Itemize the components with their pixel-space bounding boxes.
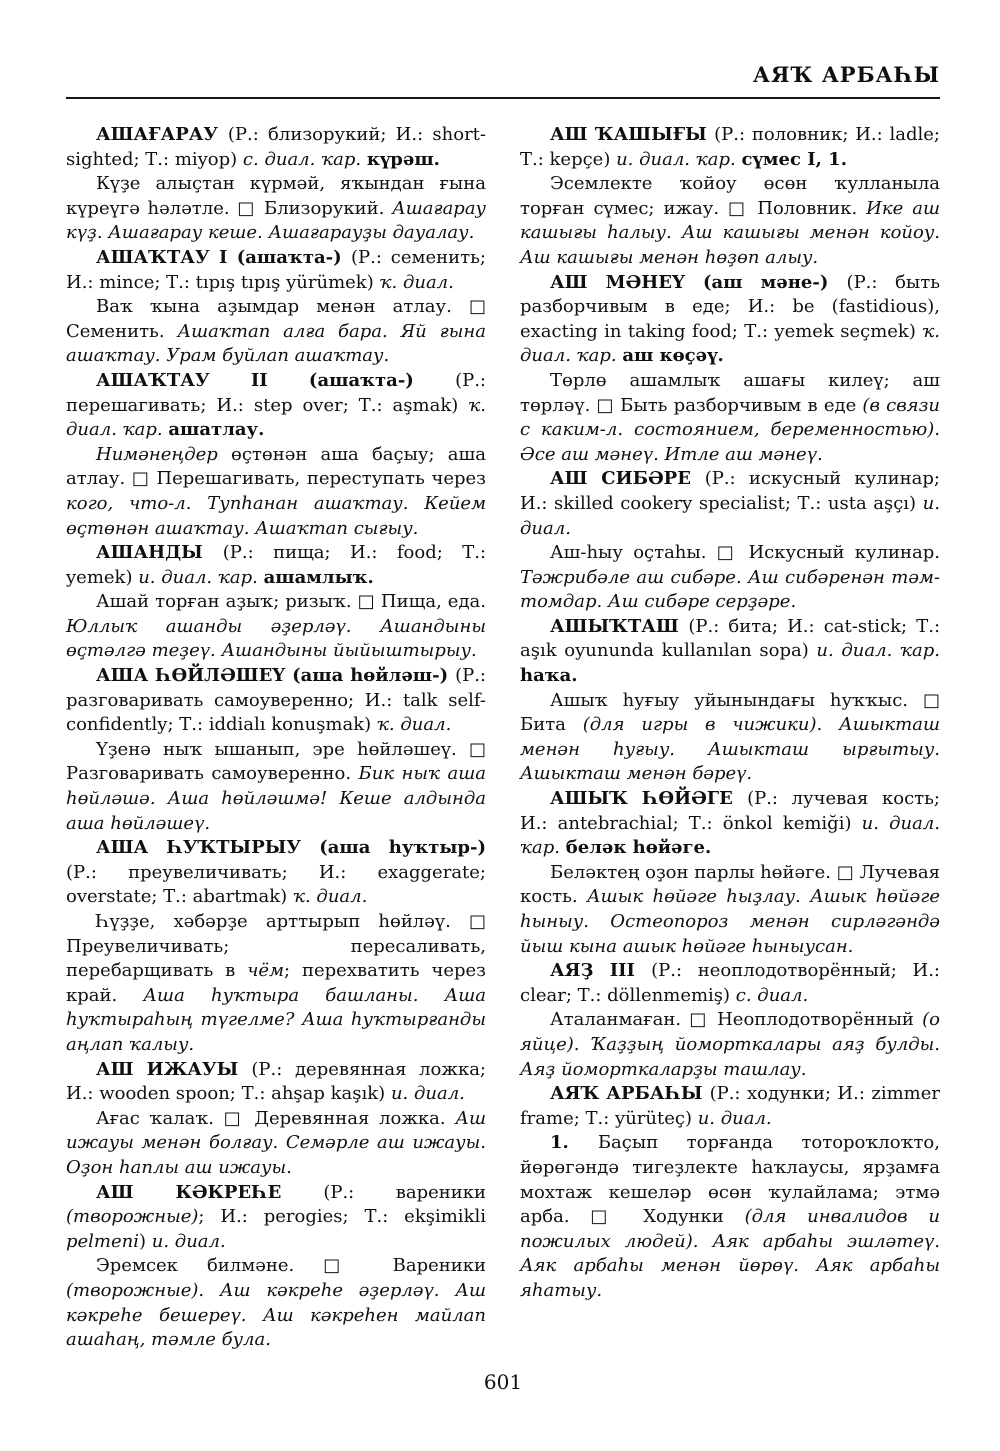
- text-segment: күрәш.: [366, 148, 440, 170]
- definition-paragraph: [520, 1131, 940, 1303]
- text-segment: (Р.: бита; И.: cat-stick; Т.: aşık oyununda kullanılan sopa): [520, 615, 941, 662]
- text-segment: Ашаҡтап алға бара. Яй ғына ашаҡтау. Урам буйлап ашаҡтау.: [66, 320, 486, 367]
- entry-paragraph: [520, 787, 940, 861]
- entry-paragraph: [520, 271, 940, 369]
- entry-paragraph: [520, 123, 940, 172]
- text-segment: (Р.: разговаривать самоуверенно; И.: talk self-confidently; Т.: iddialı konuşmak): [66, 665, 486, 736]
- column-right: [520, 123, 940, 1353]
- definition-paragraph: [66, 590, 486, 664]
- text-segment: ҡ. диал.: [379, 271, 454, 293]
- text-segment: и. диал.: [390, 1083, 465, 1105]
- text-segment: (творожные): [66, 1206, 199, 1228]
- text-segment: и. диал.: [520, 492, 940, 539]
- text-segment: ашатлау.: [168, 419, 265, 441]
- entry-headword: АША ҺӨЙЛӘШЕҮ (аша һөйләш-): [96, 665, 456, 687]
- text-segment: (Р.: неоплодотворённый; И.: clear; Т.: döllenmemiş): [520, 960, 940, 1006]
- text-segment: кого, что-л. Тупһанан ашаҡтау. Кейем өҫтөнән ашаҡтау. Ашаҡтап сығыу.: [66, 492, 486, 539]
- text-segment: Баҫып торғанда тотороҡлоҡто, йөрөгәндә тигеҙлекте һаҡлаусы, ярҙамға мохтаж кешеләр өсөн ҡулайлама; этмә арба. □ Ходунки: [520, 1132, 940, 1228]
- entry-paragraph: [66, 123, 486, 172]
- text-segment: ҡ. диал. ҡар.: [520, 320, 940, 367]
- entry-headword: АШАҒАРАУ: [96, 124, 228, 145]
- text-segment: ҡ. диал.: [292, 886, 368, 908]
- text-segment: Ағас ҡалаҡ. □ Деревянная ложка.: [96, 1107, 456, 1129]
- text-segment: беләк һөйәге.: [565, 837, 712, 859]
- definition-paragraph: [520, 689, 940, 787]
- entry-headword: АШ ҠАШЫҒЫ: [550, 124, 715, 145]
- text-segment: Ваҡ ҡына аҙымдар менән атлау. □ Семенить.: [66, 296, 486, 342]
- text-segment: өҫтөнән аша баҫыу; аша атлау. □ Перешагивать, переступать через: [66, 443, 486, 490]
- entry-paragraph: [520, 1082, 940, 1131]
- text-segment: Һүҙҙе, хәбәрҙе арттырып һөйләү. □ Преувеличивать; пересаливать, перебарщивать в: [66, 911, 486, 982]
- text-segment: (в связи с каким-л. состоянием, беременностью). Әсе аш мәнеү. Итле аш мәнеү.: [520, 394, 941, 465]
- text-segment: 1.: [550, 1132, 598, 1154]
- text-segment: (Р.: близорукий; И.: short-sighted; Т.: miyop): [66, 124, 486, 170]
- text-segment: с. диал.: [735, 984, 809, 1006]
- text-segment: (Р.: ходунки; И.: zimmer frame; Т.: yürüteç): [520, 1083, 940, 1129]
- definition-paragraph: [520, 369, 940, 467]
- text-segment: и. диал.: [697, 1107, 772, 1129]
- text-segment: и. диал. ҡар.: [816, 640, 940, 662]
- text-segment: Эремсек билмәне. □ Вареники: [96, 1255, 486, 1277]
- entry-headword: АШ ИЖАУЫ: [96, 1058, 252, 1080]
- text-segment: аш көҫәү.: [622, 345, 724, 367]
- entry-headword: АШЫҠ ҺӨЙӘГЕ: [550, 788, 748, 810]
- entry-headword: АШ МӘНЕҮ (аш мәне-): [550, 271, 847, 293]
- entry-paragraph: [66, 541, 486, 590]
- text-segment: и. диал. ҡар.: [138, 566, 264, 588]
- text-segment: (Р.: деревянная ложка; И.: wooden spoon; Т.: ahşap kaşık): [66, 1058, 486, 1105]
- text-segment: Юллыҡ ашанды әҙерләү. Ашандыны өҫтәлгә теҙеү. Ашандыны йыйыштырыу.: [66, 615, 486, 662]
- entry-paragraph: [66, 369, 486, 443]
- text-segment: Беләктең оҙон парлы һөйәге. □ Лучевая кость.: [520, 861, 940, 908]
- text-segment: Аш ижауы менән болғау. Семәрле аш ижауы. Оҙон һаплы аш ижауы.: [66, 1107, 486, 1178]
- text-segment: сүмес I, 1.: [741, 148, 847, 170]
- text-segment: ; И.: perogies; Т.: ekşimikli: [198, 1206, 486, 1228]
- text-segment: (Р.: перешагивать; И.: step over; Т.: aşmak): [66, 369, 486, 416]
- entry-headword: АШАҠТАУ I (ашаҡта-): [96, 246, 352, 268]
- text-segment: (творожные). Аш кәкреһе әҙерләү. Аш кәкреһе бешереү. Аш кәкреһен майлап ашаһаң, тәмле була.: [66, 1279, 486, 1351]
- column-left: [66, 123, 486, 1353]
- text-segment: чём: [247, 960, 285, 982]
- definition-paragraph: [66, 1254, 486, 1352]
- entry-paragraph: [66, 664, 486, 738]
- text-segment: и. диал. ҡар.: [520, 812, 940, 859]
- text-segment: с. диал. ҡар.: [242, 148, 367, 170]
- text-segment: Бик ныҡ аша һөйләшә. Аша һөйләшмә! Кеше алдында аша һөйләшеү.: [66, 763, 486, 834]
- text-segment: (Р.: вареники: [323, 1181, 486, 1203]
- entry-paragraph: [520, 467, 940, 541]
- entry-paragraph: [66, 1058, 486, 1107]
- text-segment: (Р.: половник; И.: ladle; Т.: kepçe): [520, 124, 940, 170]
- entry-headword: АШ КӘКРЕҺЕ: [96, 1181, 324, 1203]
- entry-headword: АШ СИБӘРЕ: [550, 468, 705, 490]
- text-segment: (Р.: искусный кулинар; И.: skilled cookery specialist; Т.: usta aşçı): [520, 468, 940, 514]
- text-segment: ; перехватить через край.: [66, 960, 486, 1006]
- text-segment: Аталанмаған. □ Неоплодотворённый: [550, 1009, 923, 1031]
- entry-paragraph: [66, 836, 486, 910]
- text-segment: (для инвалидов и пожилых людей). Аяк арбаһы эшләтеү. Аяк арбаһы менән йөрөү. Аяк арбаһы яһатыу.: [520, 1206, 940, 1301]
- entry-headword: АШЫҠТАШ: [550, 615, 689, 637]
- entry-paragraph: [520, 615, 940, 689]
- text-segment: (о яйце). Ҡаҙҙың йоморткалары аяҙ булды. Аяҙ йоморткаларҙы ташлау.: [520, 1009, 940, 1080]
- text-segment: ҡ. диал.: [376, 714, 452, 736]
- text-segment: ҡ. диал. ҡар.: [66, 394, 486, 441]
- entry-paragraph: [520, 959, 940, 1008]
- text-segment: (Р.: лучевая кость; И.: antebrachial; Т.: önkol kemiği): [520, 788, 940, 834]
- entry-paragraph: [66, 1181, 486, 1255]
- header-rule: [66, 97, 940, 99]
- text-segment: Ашыҡ һуғыу уйынындағы һуҡҡыс. □ Бита: [520, 689, 940, 736]
- entry-paragraph: [66, 246, 486, 295]
- text-segment: (Р.: пища; И.: food; Т.: yemek): [66, 542, 487, 588]
- definition-paragraph: [520, 541, 940, 615]
- entry-headword: АШАНДЫ: [96, 542, 223, 564]
- definition-paragraph: [66, 910, 486, 1058]
- text-segment: и. диал.: [151, 1230, 226, 1252]
- text-segment: и. диал. ҡар.: [616, 148, 742, 170]
- definition-paragraph: [520, 1008, 940, 1082]
- text-segment: Ашык һөйәге һыҙлау. Ашык һөйәге һыныу. Остеопороз менән сирләгәндә йыш кына ашык һөйәге һыныусан.: [520, 886, 940, 957]
- text-segment: һаҡа.: [520, 665, 578, 687]
- text-segment: pelmeni: [66, 1230, 140, 1252]
- text-segment: Үҙенә ныҡ ышанып, эре һөйләшеү. □ Разговаривать самоуверенно.: [66, 738, 486, 785]
- entry-headword: АШАҠТАУ II (ашаҡта-): [96, 369, 456, 391]
- definition-paragraph: [66, 1107, 486, 1181]
- text-segment: Аш-һыу оҫтаһы. □ Искусный кулинар.: [550, 542, 940, 564]
- text-segment: Тәжрибәле аш сибәре. Аш сибәренән тәм-томдар. Аш сибәре серҙәре.: [520, 566, 940, 613]
- entry-headword: АЯҠ АРБАҺЫ: [550, 1083, 710, 1105]
- text-segment: Күҙе алыҫтан күрмәй, яҡындан ғына күреүгә һәләтле. □ Близорукий.: [66, 173, 486, 219]
- text-segment: Эсемлекте ҡойоу өсөн ҡулланыла торған сүмес; ижау. □ Половник.: [520, 173, 940, 219]
- definition-paragraph: [66, 443, 486, 541]
- text-segment: Төрлө ашамлыҡ ашағы килеү; аш төрләү. □ Быть разборчивым в еде: [520, 369, 940, 416]
- entry-headword: АЯҘ III: [550, 960, 652, 982]
- page-number: 601: [483, 1369, 523, 1394]
- text-columns: [66, 123, 940, 1353]
- entry-headword: АША ҺУҠТЫРЫУ (аша һуҡтыр-): [96, 837, 486, 859]
- text-segment: (Р.: семенить; И.: mince; Т.: tıpış tıpış yürümek): [66, 246, 486, 293]
- text-segment: (Р.: быть разборчивым в еде; И.: be (fastidious), exacting in taking food; Т.: yemek seçmek): [520, 271, 941, 342]
- definition-paragraph: [66, 172, 486, 246]
- text-segment: Ашағарау күҙ. Ашағарау кеше. Ашағарауҙы дауалау.: [66, 197, 486, 244]
- definition-paragraph: [520, 172, 940, 270]
- text-segment: (для игры в чижики). Ашыкташ менән һуғыу. Ашыкташ ырғытыу. Ашыкташ менән бәреү.: [520, 714, 941, 785]
- text-segment: Ашай торған аҙыҡ; ризыҡ. □ Пища, еда.: [96, 591, 486, 613]
- text-segment: (Р.: преувеличивать; И.: exaggerate; overstate; Т.: abartmak): [66, 861, 486, 908]
- text-segment: Аша һуҡтыра башланы. Аша һуҡтыраһың түгелме? Аша һуҡтырғанды аңлап ҡалыу.: [66, 984, 487, 1055]
- definition-paragraph: [520, 861, 940, 959]
- text-segment: Ике аш кашығы һалыу. Аш кашығы менән койоу. Аш кашығы менән һөҙөп алыу.: [520, 197, 940, 268]
- text-segment: ): [139, 1230, 152, 1252]
- definition-paragraph: [66, 295, 486, 369]
- definition-paragraph: [66, 738, 486, 836]
- text-segment: ашамлыҡ.: [263, 566, 374, 588]
- running-head: АЯҠ АРБАҺЫ: [752, 62, 940, 87]
- text-segment: Нимәнеңдер: [96, 443, 231, 465]
